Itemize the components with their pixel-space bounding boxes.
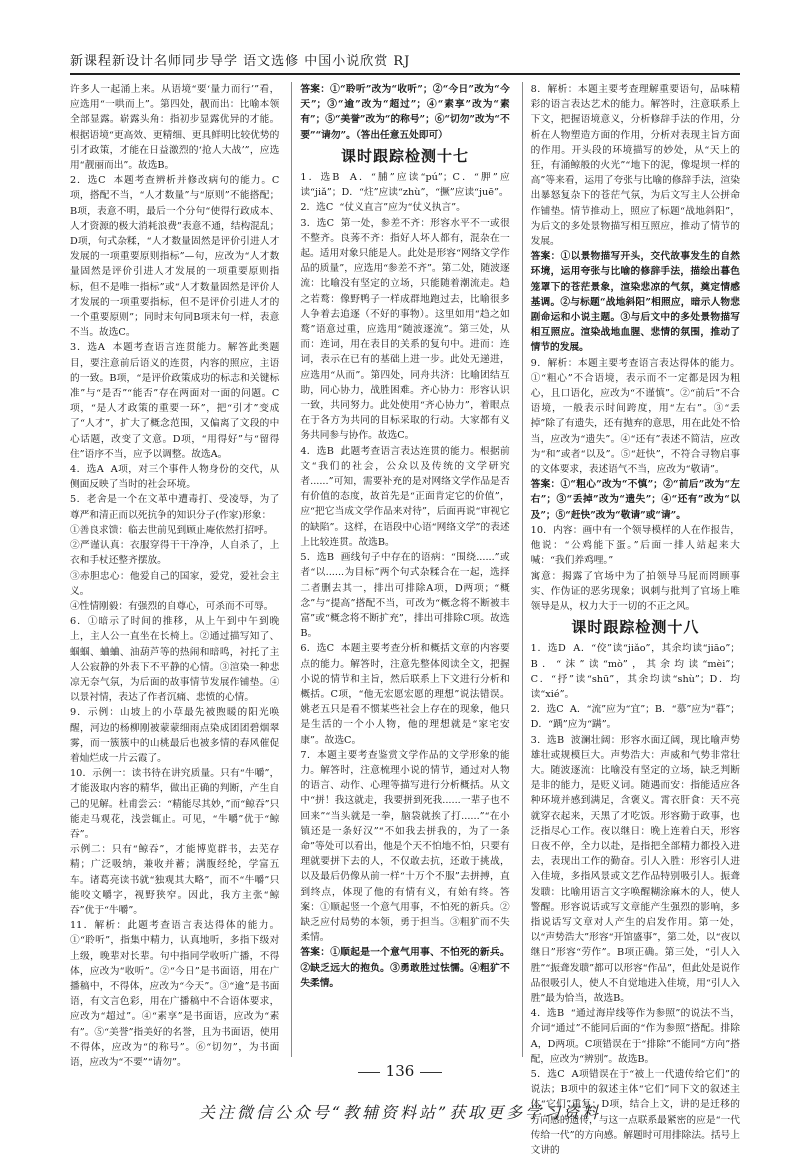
answer: 答案：①顺起是一个意气用事、不怕死的新兵。②缺乏远大的抱负。③勇敢胜过怯懦。④粗犷不失柔情。 — [300, 947, 510, 989]
answer: 答案：①“粗心”改为“不慎”；②“前后”改为“左右”；③“丢掉”改为“遗失”；④“还有”改为“以及”；⑤“赶快”改为“敬请”或“请”。 — [530, 479, 740, 521]
column-left — [70, 82, 280, 1068]
paragraph: 8．解析：本题主要考查理解重要语句，品味精彩的语言表达艺术的能力。解答时，注意联系上下文，把握语境意义，分析修辞手法的作用，分析在人物塑造方面的作用，分析对表现主旨方面的作用。开头段的环境描写的妙处，从“天上的狂，有涌鲸般的火光”“地下的泥，像堤坝一样的高”等来看，运用了夸张与比喻的修辞手法，渲染出暴怒复杂下的苍茫气氛，为后文写主人公拼命作铺垫。情节推动上，照应了标题“战地斜阳”，为后文的多处景物描写相互照应，推动了情节的发展。 — [530, 84, 740, 248]
paragraph: 4．选B 此题考查语言表达连贯的能力。根据前文“我们的社会，公众以及传统的文学研究者......”可知，需要补充的是对网络文学作品是否有价值的态度，故首先是“正面肯定它的价值”，应“把它当成文学作品来对待”，后面再说“审视它的缺陷”。这样，在语段中心语“网络文学”的表述上比较连贯。故选B。 — [300, 445, 510, 548]
column-middle — [291, 82, 509, 1057]
page-header — [70, 50, 740, 75]
paragraph: 示例二：只有“鲸吞”，才能博览群书，去芜存精；广泛吸纳，兼收并蓄；满腹经纶，学富五车。诸葛亮读书就“独观其大略”，而不“牛嚼”只能咬文嚼字，视野狭窄。因此，我方主张“鲸吞”优于“牛嚼”。 — [70, 844, 280, 916]
paragraph: 2．选C A．“流”应为“宜”；B．“慕”应为“暮”；D．“踽”应为“蹒”。 — [530, 704, 740, 731]
paragraph: 5．选B 画线句子中存在的语病：“围绕......”或者“以......为目标”两个句式杂糅合在一起，选择二者删去其一，排出可排除A项，D两项；“概念”与“提高”搭配不当，可改为“概念将不断被丰富”或“概念将不断扩充”，排出可排除C项。故选B。 — [300, 552, 510, 640]
paragraph: 许多人一起涌上来。从语境“要‘量力而行’”看，应选用“一哄而上”。第四处，靓而出：比喻本领全部显露。崭露头角：指初步显露优异的才能。根据语境“更高效、更精细、更具鲜明比较优势的引才政策，才能在日益激烈的‘抢人大战’”，应选用“靓丽而出”。故选B。 — [70, 84, 280, 172]
paragraph: 3．选C 第一处，参差不齐：形容水平不一或很不整齐。良莠不齐：指好人坏人都有，混杂在一起。适用对象只能是人。此处是形容“网络文学作品的质量”，应选用“参差不齐”。第二处，随波逐流：比喻没有坚定的立场，只能随着潮流走。趋之若鹜：像野鸭子一样成群地跑过去，比喻很多人争着去追逐（不好的事物）。这里如用“趋之如鹜”语意过重，应选用“随波逐流”。第三处，从而：连词，用在表目的关系的复句中。进而：连词，表示在已有的基础上进一步。此处无递进，应选用“从而”。第四处，同舟共济：比喻团结互助，同心协力，战胜困难。齐心协力：形容认识一致，共同努力。此处使用“齐心协力”，着眼点在于各方为共同的目标采取的行动。大家都有义务共同参与协作。故选C。 — [300, 217, 510, 442]
paragraph: ④性情刚毅：有强烈的自尊心，可杀而不可辱。 — [70, 600, 274, 612]
section-title: 课时跟踪检测十八 — [571, 618, 700, 637]
paragraph: 6．选C 本题主要考查分析和概括文章的内容要点的能力。解答时，注意先整体阅读全文，把握小说的情节和主旨，然后联系上下文进行分析和概括。C项，“他无宏愿宏愿的理想”说法错误。姚老五只是看不惯某些社会上存在的现象，他只是生活的一个小人物，他的理想就是“家宅安康”。故选C。 — [300, 643, 510, 746]
paragraph: 4．选A A项，对三个事件人物身份的交代，从侧面反映了当时的社会环境。 — [70, 464, 280, 491]
paragraph: 1．选B A．“脯”应读“pú”；C．“胛”应读“jiǎ”；D．“炷”应读“zhù”，“撅”应读“juē”。 — [300, 172, 510, 199]
paragraph: ①善良求馈：临去世前见到顾止庵依然打招呼。 — [70, 524, 274, 536]
paragraph: 9．解析：本题主要考查语言表达得体的能力。①“粗心”不合语境，表示而不一定都是因为粗心，且口语化，应改为“不谨慎”。②“前后”不合语境，一般表示时间跨度，用“左右”。③“丢掉”除了有遗失，还有抛弃的意思，用在此处不恰当，应改为“遗失”。④“还有”表述不简洁，应改为“和”或者“以及”。⑤“赶快”，不符合寻物启事的文体要求，表述语气不当，应改为“敬请”。 — [530, 357, 740, 476]
paragraph: 10．内容：画中有一个领导模样的人在作报告，他说：“公鸡能下蛋。”后面一排人站起来大喊：“我们养鸡哩。” — [530, 524, 740, 567]
paragraph: 5．老舍是一个在文革中遭毒打、受凌辱，为了尊严和清正而以死抗争的知识分子(作家)形象： — [70, 494, 280, 521]
paragraph: 3．选A 本题考查语言连贯能力。解答此类题目，要注意前后语义的连贯，内容的照应，主语的一致。B项，“是评价政策成功的标志和关键标准”与“是否”“能否”存在两面对一面的问题。C项，“是人才政策的重要一环”，把“引才”变成了“人才”，扩大了概念范围，又偏离了文段的中心话题，改变了文意。D项，“用得好”与“留得住”语序不当，应予以调整。故选A。 — [70, 342, 280, 460]
paragraph: 6．①暗示了时间的推移，从上午到中午到晚上，主人公一直坐在长椅上。②通过描写知了、蝈蝈、蛐蛐、油葫芦等的热闹和暗鸣，衬托了主人公寂静的外表下不平静的心情。③渲染一种悲凉无奈气氛，为后面的故事情节发展作铺垫。④以景衬情，表达了作者沉痛、悲愤的心情。 — [70, 616, 280, 704]
paragraph: 9．示例：山坡上的小草最先被煦暖的阳光唤醒，河边的杨柳刚被蒙蒙细雨点染成团团碧烟翠雾，而一簇簇中的山桃最后也被多情的春风催促着灿烂成一片云霞了。 — [70, 707, 280, 764]
page-number-text: 136 — [385, 1062, 415, 1080]
paragraph: 4．选B “通过海岸线等作为参照”的说法不当，介词“通过”不能同后面的“作为参照”搭配。排除A，D两项。C项错误在于“排除”不能同“方向”搭配，应改为“辨别”。故选B。 — [530, 1008, 740, 1065]
column-right — [522, 82, 740, 1157]
rule-right — [420, 1072, 442, 1073]
rule-left — [358, 1072, 380, 1073]
paragraph: 3．选B 波澜壮阔：形容水面辽阔，现比喻声势雄壮或规模巨大。声势浩大：声威和气势非常壮大。随波逐流：比喻没有坚定的立场，缺乏判断是非的能力，是贬义词。随遇而安：指能适应各种环境并感到满足，含褒义。霄衣肝食：天不亮就穿衣起来，天黑了才吃饭。形容勤于政事，也泛指尽心工作。夜以继日：晚上连着白天，形容日夜不停，全力以赴，是指把全部精力都投入进去，表现出工作的勤奋。引人入胜：形容引人进入佳境，多指风景或文艺作品特别吸引人。振聋发聩：比喻用语言文字唤醒糊涂麻木的人，使人警醒。形容说话或写文章能产生强烈的影响，多指说话写文章对人产生的启发作用。第一处，以“声势浩大”形容“开馆盛事”，第二处，以“夜以继日”形容“劳作”。B项正确。第三处，“引人入胜”“振聋发聩”都可以形容“作品”，但此处是说作品很吸引人，使人不自觉地进入佳境，用“引人入胜”最为恰当，故选B。 — [530, 734, 740, 1004]
answer: 答案：①以景物描写开头，交代故事发生的自然环境，运用夸张与比喻的修辞手法，描绘出暮色笼罩下的苍茫景象，渲染悲凉的气氛，奠定情感基调。②与标题“战地斜阳”相照应，暗示人物悲剧命运和小说主题。③与后文中的多处景物描写相互照应。渲染战地血腥、悲情的氛围，推动了情节的发展。 — [530, 251, 740, 354]
footer-note: 关注微信公众号“教辅资料站”获取更多学习资料 — [198, 1103, 602, 1122]
answer: 答案：①“聆听”改为“收听”；②“今日”改为“今天”；③“逾”改为“超过”；④“素享”改为“素有”；⑤“美誉”改为“的称号”；⑥“切勿”改为“不要”“请勿”。（答出任意五处即可） — [300, 84, 510, 141]
paragraph: 5．选C A项错误在于“被上一代遗传给它们”的说法；B项中的叙述主体“它们”同下文的叙述主体“它们”重复；D项，结合上文，讲的是迁移的方向感的遗传，与这一点联系最紧密的应是“一代传给一代”的方向感。解题时可用排除法。括号上文讲的 — [530, 1069, 740, 1157]
header-title: 新课程新设计名师同步导学 语文选修 中国小说欣赏 RJ — [70, 54, 411, 69]
paragraph: 2．选C 本题考查辨析并修改病句的能力。C项，搭配不当，“人才数量”与“原则”不能搭配；B项，表意不明，最后一个分句“使得行政成本、人才资源的极大消耗浪费”表意不通，结构混乱；D项，句式杂糅，“人才数量固然是评价引进人才发展的一项重要原则指标”—句，应改为“人才数量固然是评价引进人才发展的一项重要原则指标，但不是唯一指标”或“人才数量固然是评价人才发展的一项重要指标，但不是评价引进人才的一个重要原则”；同时末句同B项末句一样，表意不当。故选C。 — [70, 175, 280, 339]
paragraph: ②严谨认真：衣服穿得干干净净，人自杀了，上衣和手杖还整齐摆放。 — [70, 540, 280, 567]
paragraph: 11．解析：此题考查语言表达得体的能力。①“聆听”，指集中精力，认真地听，多指下级对上级，晚辈对长辈。句中指同学收听广播，不得体，应改为“收听”。②“今日”是书面语，用在广播稿中，不得体，应改为“今天”。③“逾”是书面语，有文言色彩，用在广播稿中不合语体要求，应改为“超过”。④“素享”是书面语，应改为“素有”。⑤“美誉”指美好的名誉，且为书面语，使用不得体，应改为“的称号”。⑥“切勿”，为书面语，应改为“不要”“请勿”。 — [70, 920, 280, 1068]
section-title: 课时跟踪检测十七 — [340, 146, 469, 165]
paragraph: 7．本题主要考查鉴赏文学作品的文学形象的能力。解答时，注意梳理小说的情节，通过对人物的语言、动作、心理等描写进行分析概括。从文中“拼！我这就走，我要拼到死我......一辈子也不回来”“当头就是一拳，脑袋就挨了打......”“在小镇还是一条好汉”“不如我去拼我的，为了一条命”等处可以看出，他是个天不怕地不怕，只要有理就要拼下去的人，不仅敢去抗，还敢于挑战，以及最后仍像从前一样“十万个不服”去拼搏，直到终点，体现了他的有情有义，有始有终。答案：①顺起竖一个意气用事，不怕死的新兵。②缺乏应付局势的本领，勇于担当。③粗犷而不失柔情。 — [300, 749, 510, 944]
paragraph: 10．示例一：读书待在讲究质量。只有“牛嚼”，才能汲取内容的精华，做出正确的判断，产生自己的见解。杜甫尝云：“精能尽其妙，”而“鲸吞”只能走马观花，浅尝辄止。可见，“牛嚼”优于“鲸吞”。 — [70, 768, 280, 840]
paragraph: 寓意：揭露了官场中为了拍领导马屁而罔顾事实、作伪证的恶劣现象；讽刺与批判了官场上唯领导是从，权力大于一切的不正之风。 — [530, 570, 740, 612]
paragraph: ③赤胆忠心：他爱自己的国家，爱党，爱社会主义。 — [70, 570, 280, 597]
paragraph: 1．选D A．“佼”读“jiǎo”，其余均读“jiāo”；B．“沫”读“mò”，其余均读“mèi”；C．“抒”读“shū”，其余均读“shù”；D．均读“xié”。 — [530, 643, 740, 700]
page-number — [0, 1062, 800, 1080]
paragraph: 2．选C “仗义直言”应为“仗义执言”。 — [300, 202, 466, 214]
